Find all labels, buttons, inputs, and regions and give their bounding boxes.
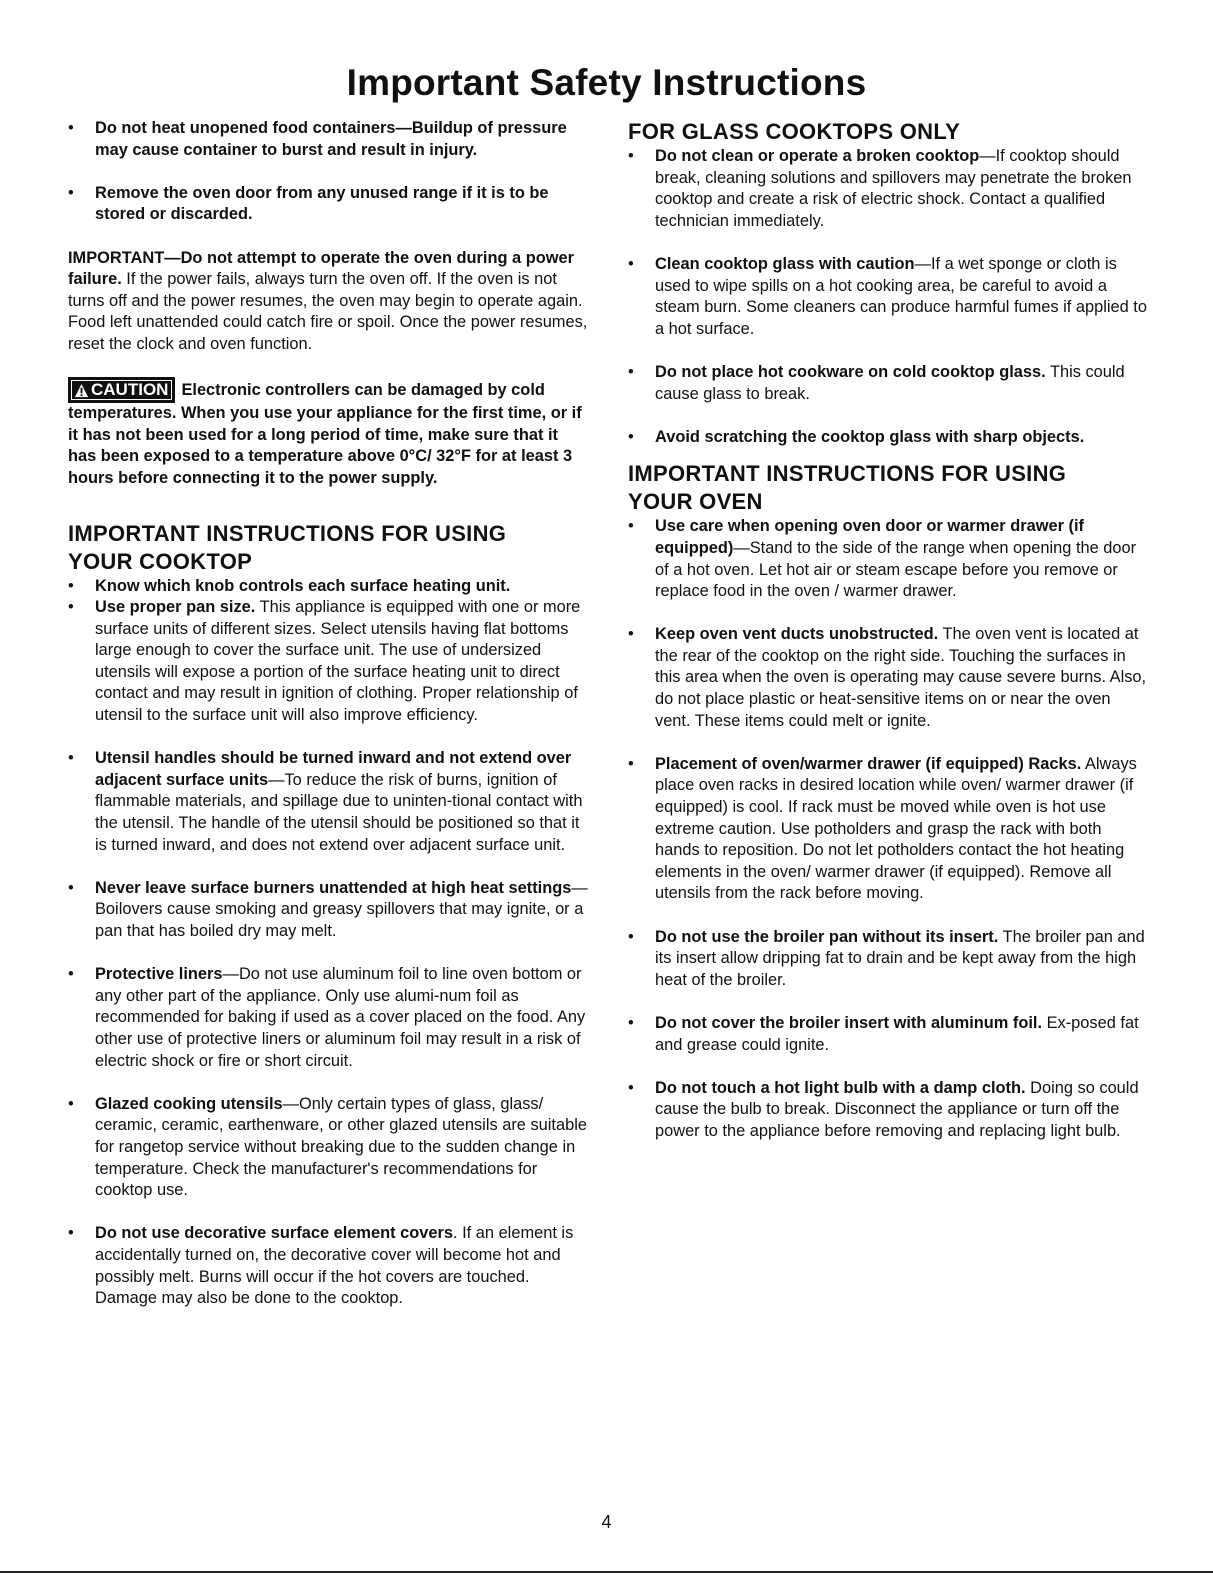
item-bold-text: Protective liners	[95, 965, 223, 984]
glass-cooktops-heading: FOR GLASS COOKTOPS ONLY	[628, 119, 961, 144]
item-text: The oven vent is located at the rear of the cooktop on the right side. Touching the surfaces in this area when the oven is operating may cause severe burns. Also, do not place plastic or heat-sensitive items on or near the oven vent. These items could melt or ignite.	[655, 625, 1147, 730]
bullet: •	[628, 754, 634, 773]
item-bold-text: Do not touch a hot light bulb with a damp cloth.	[655, 1078, 1026, 1097]
list-item	[68, 597, 588, 727]
item-text: This could cause glass to break.	[655, 362, 1125, 403]
item-text: —Stand to the side of the range when opening the door of a hot oven. Let hot air or steam escape before you remove or replace food in the oven / warmer drawer.	[655, 538, 1137, 601]
item-bold-text: Use care when opening oven door or warmer drawer (if equipped)	[655, 517, 1084, 557]
item-text: —Only certain types of glass, glass/ ceramic, ceramic, earthenware, or other glazed utensils are suitable for rangetop service without breaking due to the sudden change in temperature. Check the manufacturer's recommendations for cooktop use.	[95, 1094, 587, 1200]
bullet: •	[68, 965, 74, 984]
item-text: . If an element is accidentally turned on, the decorative cover will become hot and possibly melt. Burns will occur if the hot covers are touched. Damage may also be done to the cooktop.	[95, 1224, 574, 1308]
item-bold-text: Do not place hot cookware on cold cooktop glass.	[655, 362, 1046, 381]
bullet: •	[68, 576, 74, 595]
bullet: •	[68, 598, 74, 617]
bullet: •	[628, 362, 634, 381]
caution-label: CAUTION	[91, 380, 169, 400]
bullet: •	[68, 749, 74, 768]
list-item	[68, 964, 588, 1072]
left-column	[68, 118, 588, 1310]
item-bold-text: Do not cover the broiler insert with aluminum foil.	[655, 1013, 1043, 1032]
item-text: —To reduce the risk of burns, ignition of flammable materials, and spillage due to uninten-tional contact with the utensil. The handle of the utensil should be positioned so that it is turned inward, and does not extend over adjacent surface unit.	[95, 770, 583, 854]
item-bold-text: Clean cooktop glass with caution	[655, 254, 915, 273]
item-bold-text: Utensil handles should be turned inward and not extend over adjacent surface units	[95, 749, 572, 789]
list-item	[628, 927, 1148, 992]
item-bold-text: Remove the oven door from any unused range if it is to be stored or discarded.	[95, 183, 549, 224]
caution-badge	[68, 377, 175, 403]
list-item	[68, 183, 588, 226]
item-bold-text: Never leave surface burners unattended at high heat settings	[95, 878, 572, 897]
list-item	[68, 878, 588, 943]
caution-text: Electronic controllers can be damaged by cold temperatures. When you use your appliance for the first time, or if it has not been used for a long period of time, make sure that it has been exposed to a temperature above 0°C/ 32°F for at least 3 hours before connecting it to the power supply.	[68, 381, 582, 487]
item-text: The broiler pan and its insert allow dripping fat to drain and be kept away from the high heat of the broiler.	[655, 927, 1145, 989]
important-note	[68, 248, 588, 356]
cooktop-heading: IMPORTANT INSTRUCTIONS FOR USING YOUR COOKTOP	[68, 520, 507, 574]
list-item	[68, 748, 588, 856]
item-text: —If cooktop should break, cleaning solutions and spillovers may penetrate the broken cooktop and create a risk of electric shock. Contact a qualified technician immediately.	[655, 147, 1132, 230]
list-item	[628, 146, 1148, 232]
important-note-bold: IMPORTANT—Do not attempt to operate the oven during a power failure.	[68, 248, 574, 289]
list-item	[68, 118, 588, 161]
item-bold-text: Do not heat unopened food containers—Buildup of pressure may cause container to burst and result in injury.	[95, 119, 567, 159]
list-item	[68, 576, 588, 598]
item-text: Ex-posed fat and grease could ignite.	[655, 1013, 1139, 1054]
item-bold-text: Glazed cooking utensils	[95, 1094, 283, 1113]
important-note-text: If the power fails, always turn the oven off. If the oven is not turns off and the power resumes, the oven may begin to operate again. Food left unattended could catch fire or spoil. Once the power resumes, reset the clock and oven function.	[68, 270, 588, 353]
list-item	[628, 1078, 1148, 1143]
bullet: •	[68, 1094, 74, 1113]
item-bold-text: Do not use decorative surface element covers	[95, 1224, 454, 1243]
page-title: Important Safety Instructions	[346, 62, 867, 103]
list-item	[628, 754, 1148, 905]
bullet: •	[68, 183, 74, 202]
bullet: •	[628, 1013, 634, 1032]
bullet: •	[628, 517, 634, 536]
list-item	[68, 1223, 588, 1309]
list-item	[68, 1094, 588, 1202]
list-item	[628, 1013, 1148, 1056]
item-text: Always place oven racks in desired location while oven/ warmer drawer (if equipped) is cool. If rack must be moved while oven is hot use extreme caution. Use potholders and grasp the rack with both hands to reposition. Do not let potholders contact the hot heating elements in the oven/ warmer drawer (if equipped). Remove all utensils from the rack before moving.	[655, 754, 1137, 903]
right-column	[628, 118, 1148, 1143]
bottom-rule	[0, 1571, 1213, 1573]
intro-list	[68, 118, 588, 226]
item-bold-text: Use proper pan size.	[95, 598, 256, 617]
item-bold-text: Keep oven vent ducts unobstructed.	[655, 625, 939, 644]
list-item	[628, 427, 1148, 449]
bullet: •	[68, 878, 74, 897]
list-item	[628, 516, 1148, 602]
list-item	[628, 624, 1148, 732]
warning-triangle-icon	[74, 383, 89, 398]
bullet: •	[628, 254, 634, 273]
bullet: •	[68, 119, 74, 137]
caution-block	[68, 377, 588, 489]
item-bold-text: Placement of oven/warmer drawer (if equipped) Racks.	[655, 754, 1082, 773]
item-bold-text: Do not clean or operate a broken cooktop	[655, 147, 980, 165]
item-bold-text: Do not use the broiler pan without its insert.	[655, 927, 999, 946]
item-text: —If a wet sponge or cloth is used to wipe spills on a hot cooking area, be careful to avoid a steam burn. Some cleaners can produce harmful fumes if applied to a hot surface.	[655, 254, 1147, 338]
bullet: •	[628, 927, 634, 946]
bullet: •	[628, 427, 634, 446]
item-text: Doing so could cause the bulb to break. Disconnect the appliance or turn off the power to the appliance before removing and replacing light bulb.	[655, 1078, 1139, 1140]
oven-heading: IMPORTANT INSTRUCTIONS FOR USING YOUR OVEN	[628, 461, 1067, 515]
bullet: •	[628, 625, 634, 644]
list-item	[628, 254, 1148, 340]
page-number: 4	[601, 1512, 612, 1532]
item-text: This appliance is equipped with one or more surface units of different sizes. Select utensils having flat bottoms large enough to cover the surface unit. The use of undersized utensils will expose a portion of the surface heating unit to direct contact and may result in ignition of clothing. Proper relationship of utensil to the surface unit will also improve efficiency.	[95, 598, 581, 725]
glass-cooktops-list	[628, 146, 1148, 448]
item-bold-text: Avoid scratching the cooktop glass with sharp objects.	[655, 427, 1085, 446]
list-item	[628, 362, 1148, 405]
cooktop-list	[68, 576, 588, 1310]
item-text: —Boilovers cause smoking and greasy spillovers that may ignite, or a pan that has boiled dry may melt.	[95, 878, 588, 940]
oven-list	[628, 516, 1148, 1142]
bullet: •	[68, 1224, 74, 1243]
bullet: •	[628, 1078, 634, 1097]
item-text: —Do not use aluminum foil to line oven bottom or any other part of the appliance. Only use alumi-num foil as recommended for baking if used as a cover placed on the food. Any other use of protective liners or aluminum foil may result in a risk of electric shock or fire or short circuit.	[95, 965, 586, 1070]
item-bold-text: Know which knob controls each surface heating unit.	[95, 576, 511, 595]
bullet: •	[628, 147, 634, 165]
